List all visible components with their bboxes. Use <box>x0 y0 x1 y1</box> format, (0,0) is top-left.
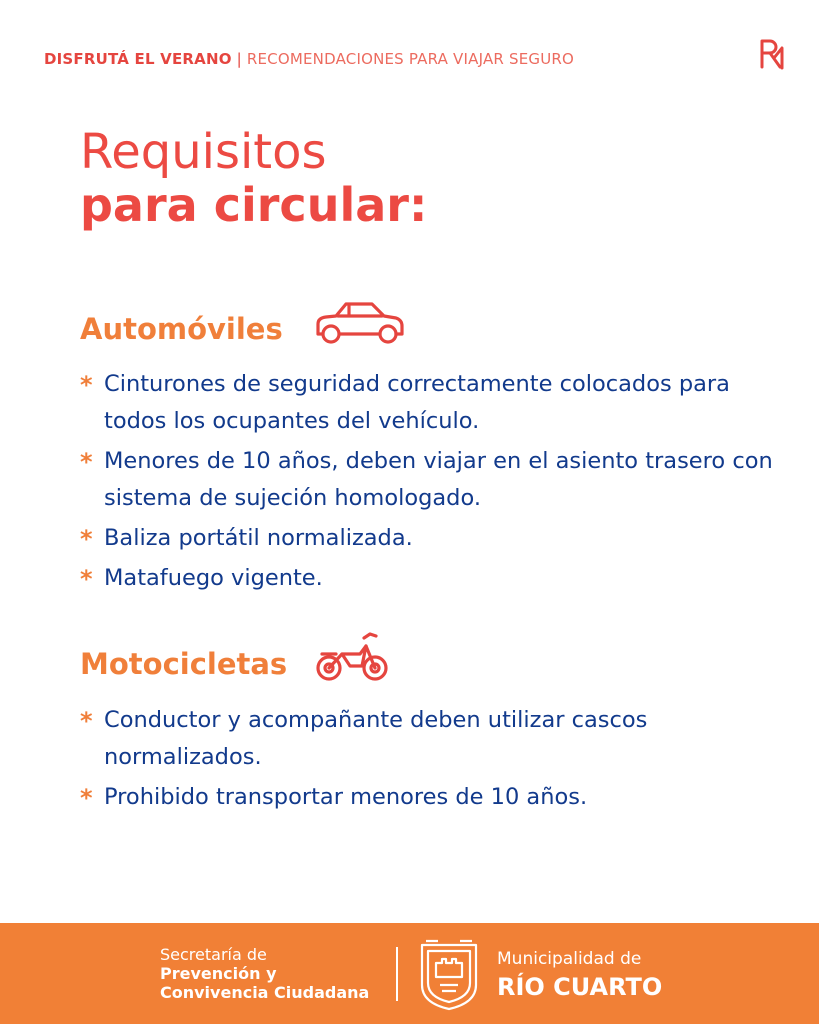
header-summer-label: DISFRUTÁ EL VERANO <box>44 50 232 68</box>
riocuarto-brand-logo-icon <box>750 34 790 74</box>
municipalidad-line-2: RÍO CUARTO <box>497 973 663 1001</box>
list-item-text: Prohibido transportar menores de 10 años. <box>104 784 588 810</box>
asterisk-bullet-icon: * <box>80 784 93 812</box>
secretaria-line-1: Secretaría de <box>160 945 267 964</box>
list-item <box>80 443 780 517</box>
asterisk-bullet-icon: * <box>80 707 93 735</box>
secretaria-line-3: Convivencia Ciudadana <box>160 983 370 1002</box>
secretaria-line-2: Prevención y <box>160 964 277 983</box>
section-heading-motocicletas: Motocicletas <box>80 647 288 681</box>
municipalidad-label <box>497 949 662 1001</box>
automoviles-requirements-list <box>80 366 780 600</box>
footer-divider <box>396 947 398 1001</box>
motorcycle-icon <box>314 628 392 684</box>
car-icon <box>314 296 406 348</box>
list-item <box>80 520 780 557</box>
motocicletas-requirements-list <box>80 702 780 819</box>
title-line-1: Requisitos <box>80 124 327 180</box>
list-item-text: Matafuego vigente. <box>104 565 323 591</box>
list-item <box>80 366 780 440</box>
header-recommendations-label: RECOMENDACIONES PARA VIAJAR SEGURO <box>246 50 575 68</box>
asterisk-bullet-icon: * <box>80 448 93 476</box>
asterisk-bullet-icon: * <box>80 565 93 593</box>
list-item-text: Conductor y acompañante deben utilizar cascos normalizados. <box>104 707 648 770</box>
coat-of-arms-icon <box>418 937 480 1011</box>
list-item <box>80 702 780 776</box>
list-item-text: Menores de 10 años, deben viajar en el asiento trasero con sistema de sujeción homologado. <box>104 448 773 511</box>
title-line-2: para circular: <box>80 178 428 232</box>
asterisk-bullet-icon: * <box>80 371 93 399</box>
list-item <box>80 779 780 816</box>
list-item <box>80 560 780 597</box>
section-heading-automoviles: Automóviles <box>80 312 283 346</box>
secretaria-label <box>160 945 369 1002</box>
footer-bar <box>0 923 819 1024</box>
municipalidad-line-1: Municipalidad de <box>497 949 642 969</box>
page-title <box>80 124 428 232</box>
list-item-text: Cinturones de seguridad correctamente colocados para todos los ocupantes del vehículo. <box>104 371 730 434</box>
header-separator: | <box>236 50 242 68</box>
asterisk-bullet-icon: * <box>80 525 93 553</box>
header-tagline <box>44 50 574 68</box>
list-item-text: Baliza portátil normalizada. <box>104 525 413 551</box>
